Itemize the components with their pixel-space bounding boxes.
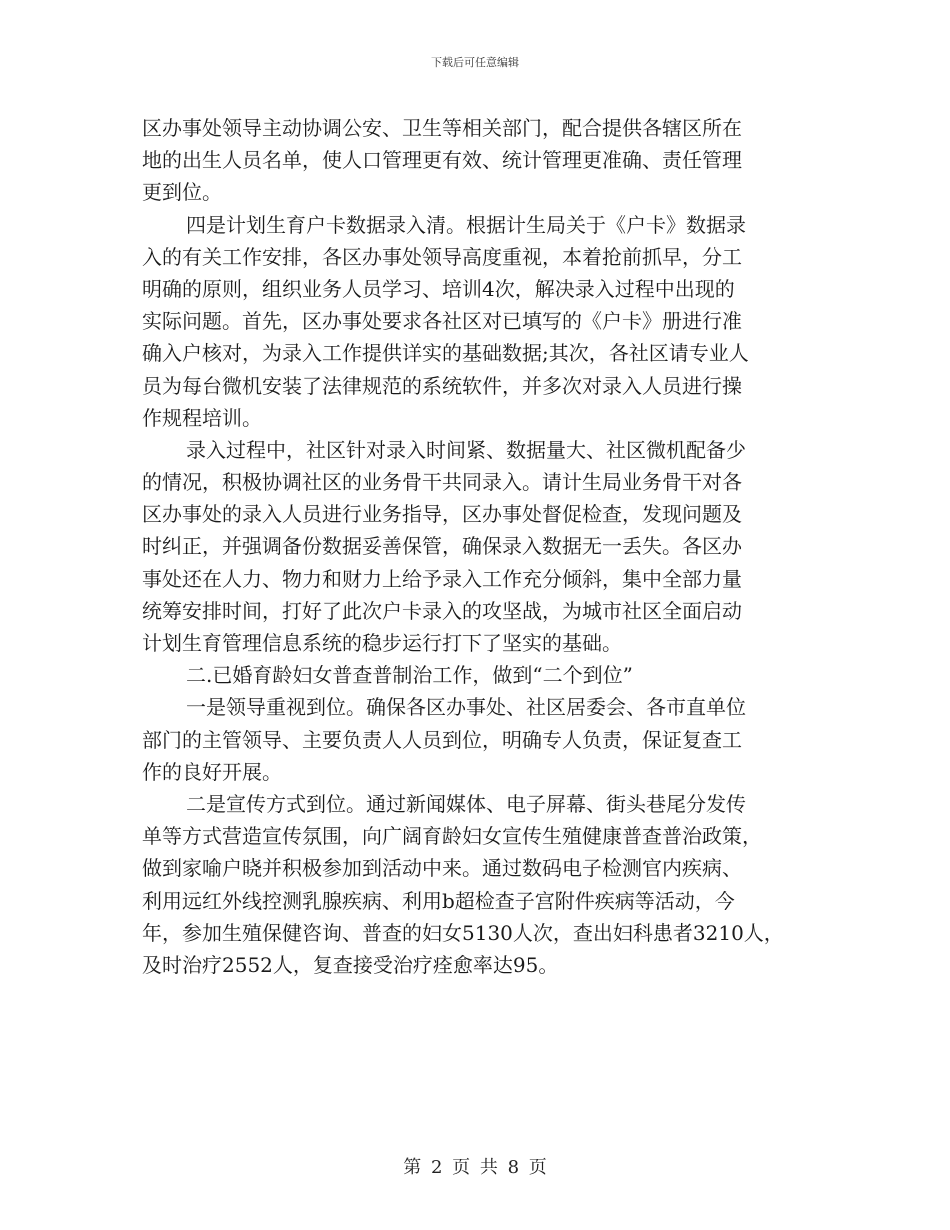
text-line: 二.已婚育龄妇女普查普制治工作，做到“二个到位”	[186, 663, 633, 688]
text-line: 四是计划生育户卡数据录入清。根据计生局关于《户卡》数据录	[186, 212, 746, 237]
text-line: 的情况，积极协调社区的业务骨干共同录入。请计生局业务骨干对各	[142, 470, 742, 495]
text-line: 明确的原则，组织业务人员学习、培训4次，解决录入过程中出现的	[142, 276, 735, 301]
text-line: 做到家喻户晓并积极参加到活动中来。通过数码电子检测官内疾病、	[142, 856, 742, 881]
text-line: 统筹安排时间，打好了此次户卡录入的攻坚战，为城市社区全面启动	[142, 598, 742, 623]
text-line: 年，参加生殖保健咨询、普查的妇女5130人次，查出妇科患者3210人，	[142, 920, 784, 945]
text-line: 二是宣传方式到位。通过新闻媒体、电子屏幕、街头巷尾分发传	[186, 791, 746, 816]
text-line: 利用远红外线控测乳腺疾病、利用b超检查子宫附件疾病等活动，今	[142, 888, 735, 913]
text-line: 单等方式营造宣传氛围，向广阔育龄妇女宣传生殖健康普查普治政策，	[142, 824, 762, 849]
text-line: 作规程培训。	[142, 405, 262, 430]
text-line: 区办事处的录入人员进行业务指导，区办事处督促检查，发现问题及	[142, 502, 742, 527]
text-line: 一是领导重视到位。确保各区办事处、社区居委会、各市直单位	[186, 695, 746, 720]
text-line: 录入过程中，社区针对录入时间紧、数据量大、社区微机配备少	[186, 437, 746, 462]
text-line: 员为每台微机安装了法律规范的系统软件，并多次对录入人员进行操	[142, 373, 742, 398]
text-line: 更到位。	[142, 180, 222, 205]
text-line: 计划生育管理信息系统的稳步运行打下了坚实的基础。	[142, 631, 622, 655]
text-line: 入的有关工作安排，各区办事处领导高度重视，本着抢前抓早，分工	[142, 244, 742, 269]
text-line: 区办事处领导主动协调公安、卫生等相关部门，配合提供各辖区所在	[142, 116, 742, 140]
text-line: 事处还在人力、物力和财力上给予录入工作充分倾斜，集中全部力量	[142, 566, 742, 591]
text-line: 实际问题。首先，区办事处要求各社区对已填写的《户卡》册进行准	[142, 309, 742, 334]
text-line: 地的出生人员名单，使人口管理更有效、统计管理更准确、责任管理	[142, 148, 742, 173]
text-line: 时纠正，并强调备份数据妥善保管，确保录入数据无一丢失。各区办	[142, 534, 742, 559]
document-body	[142, 112, 832, 981]
page-number: 第 2 页 共 8 页	[403, 1157, 547, 1178]
page-header: 下载后可任意编辑	[431, 56, 519, 69]
text-line: 作的良好开展。	[142, 759, 282, 784]
text-line: 确入户核对，为录入工作提供详实的基础数据;其次，各社区请专业人	[142, 341, 749, 366]
text-line: 及时治疗2552人，复查接受治疗痊愈率达95。	[142, 952, 559, 977]
text-line: 部门的主管领导、主要负责人人员到位，明确专人负责，保证复查工	[142, 727, 742, 752]
